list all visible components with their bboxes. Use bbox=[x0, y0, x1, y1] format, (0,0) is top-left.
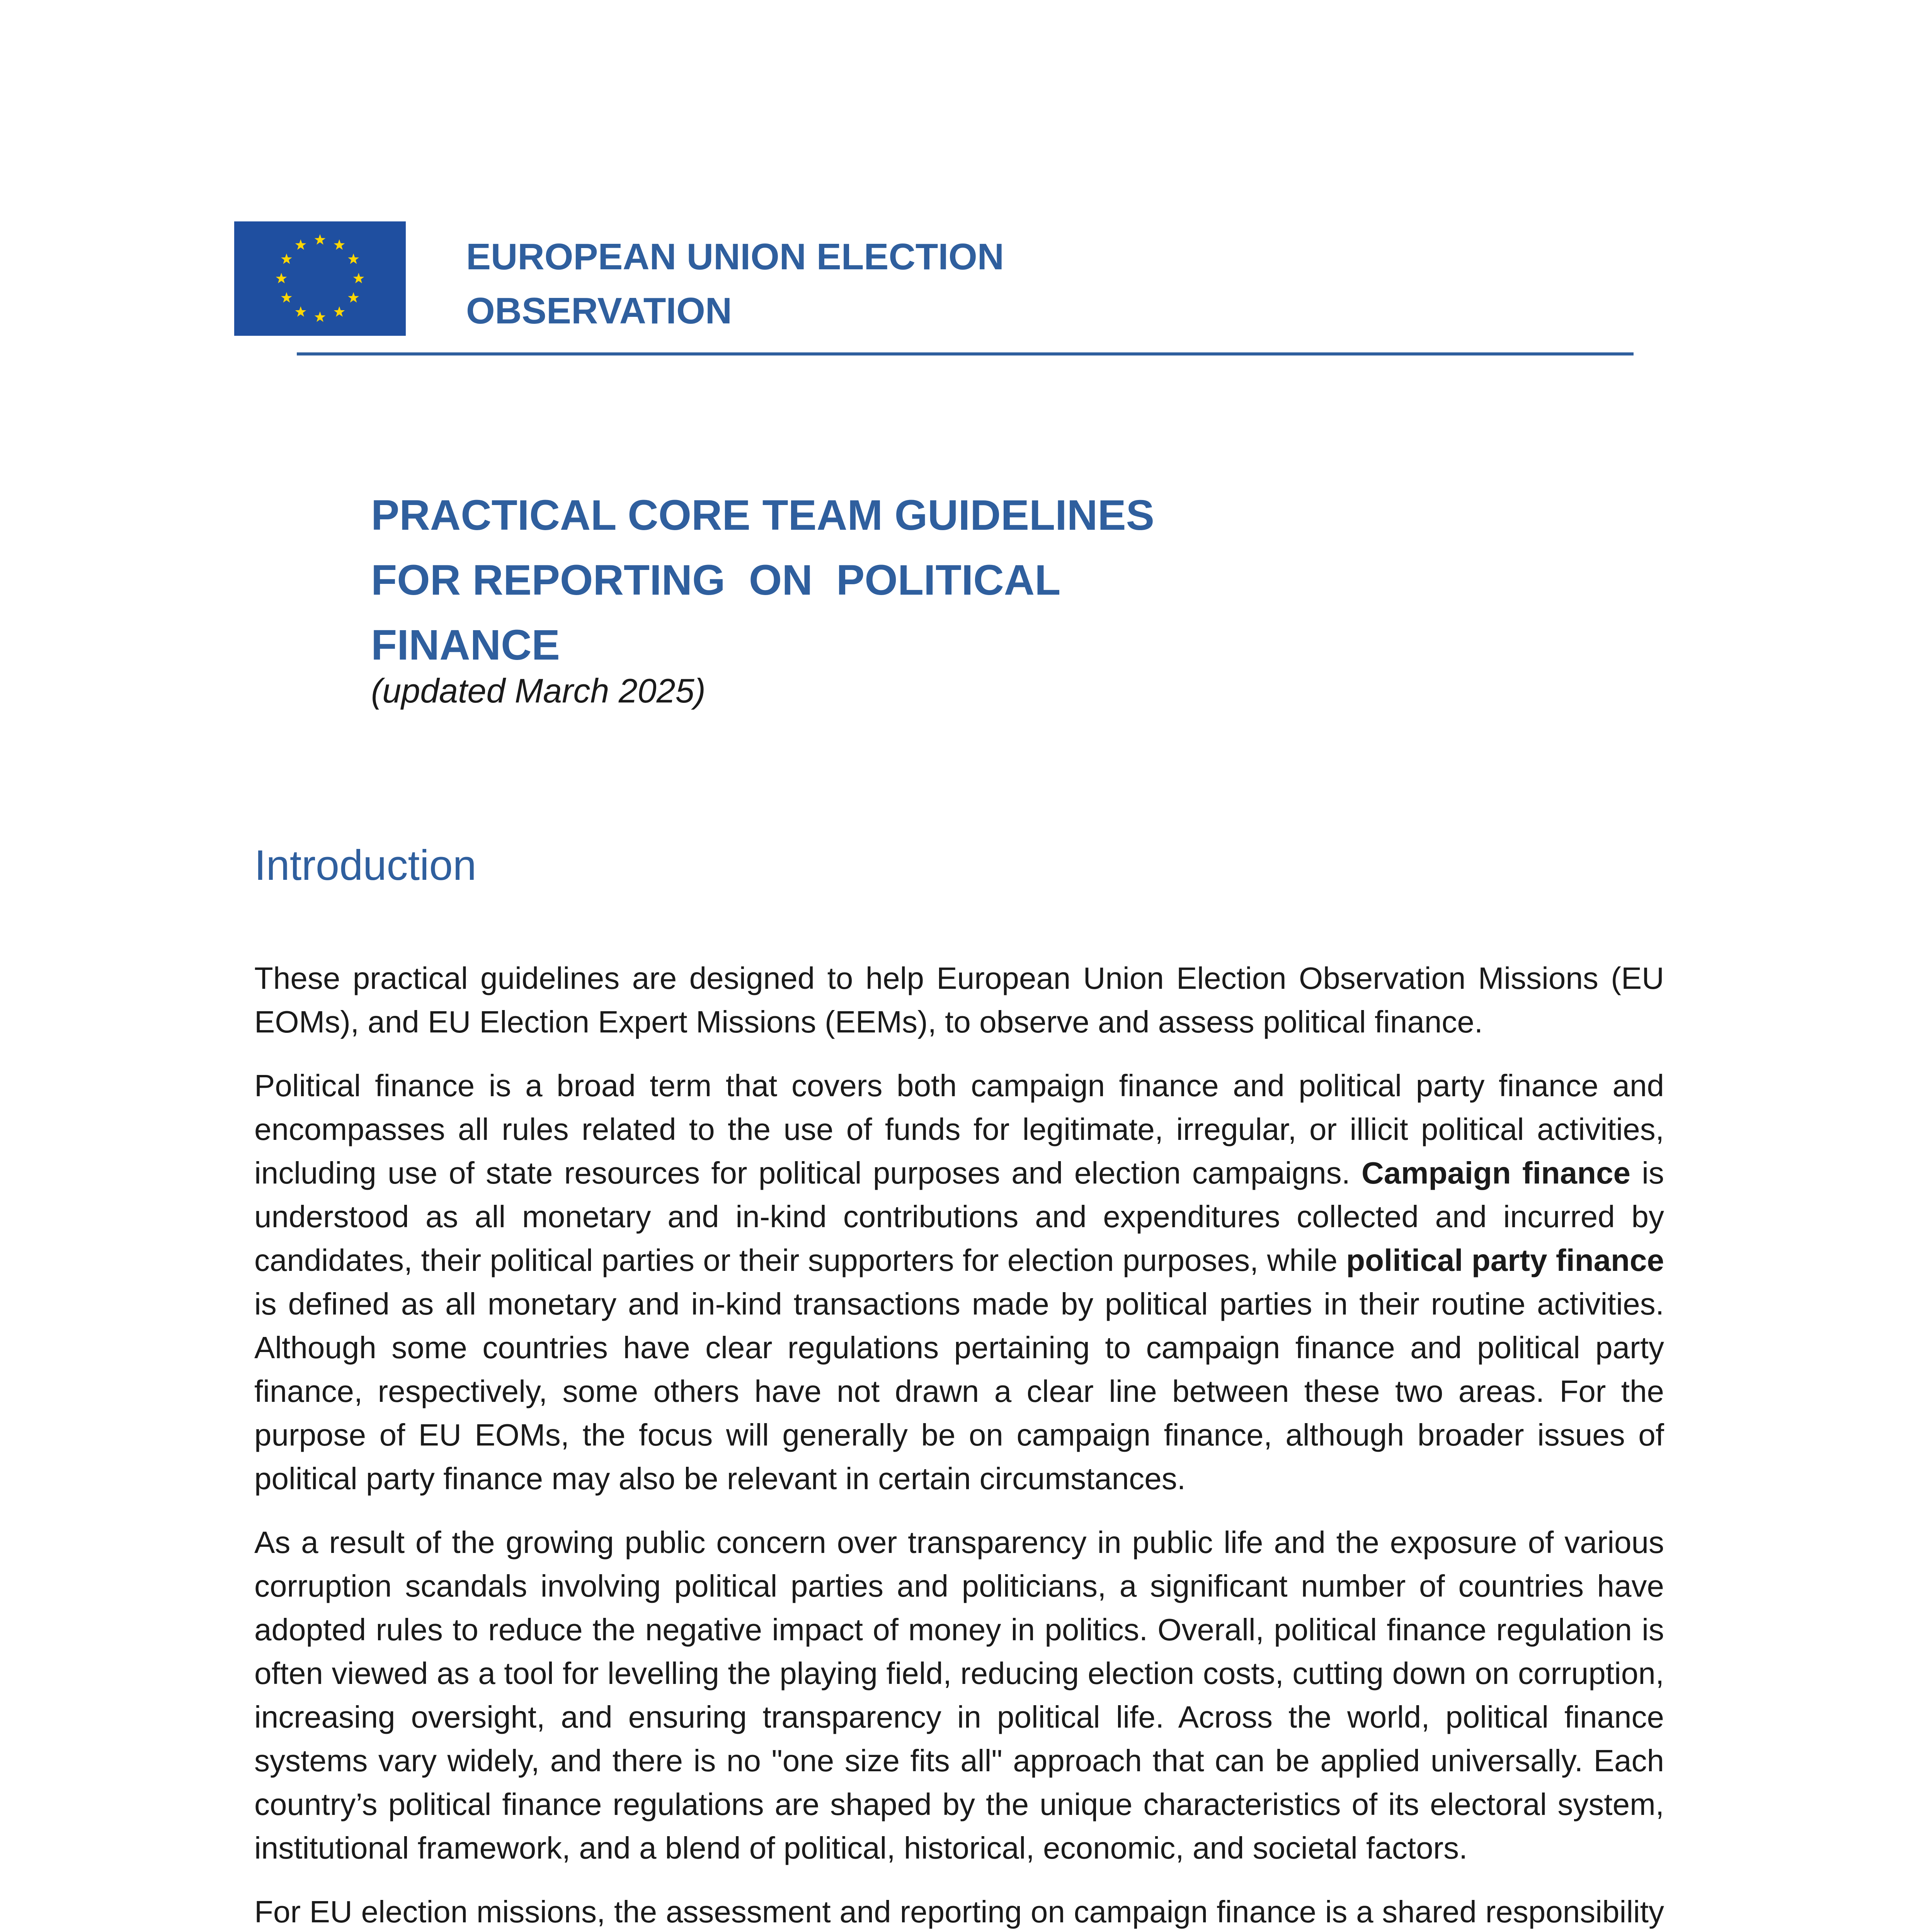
term-campaign-finance: Campaign finance bbox=[1361, 1156, 1631, 1190]
section-heading-introduction: Introduction bbox=[254, 842, 477, 889]
paragraph-2-text-3: is defined as all monetary and in-kind transactions made by political parties in their routine activities. Although some countries have clear regulations pertaining to campaign finance and political party finance, respectively, some others have not drawn a clear line between these two areas. For the purpose of EU EOMs, the focus will generally be on campaign finance, although broader issues of political party finance may also be relevant in certain circumstances. bbox=[254, 1287, 1664, 1496]
header-title-line-1: EUROPEAN UNION ELECTION bbox=[466, 236, 1004, 277]
paragraph-4: For EU election missions, the assessment and reporting on campaign finance is a shared responsibility bbox=[254, 1895, 1664, 1929]
header-title bbox=[466, 230, 1239, 338]
paragraph-2-text-1: Political finance is a broad term that covers both campaign finance and political party finance and encompasses all rules related to the use of funds for legitimate, irregular, or illicit political activities, including use of state resources for political purposes and election campaigns. bbox=[254, 1068, 1664, 1190]
document-title-line-3: FINANCE bbox=[371, 621, 560, 669]
document-title-line-2: FOR REPORTING ON POLITICAL bbox=[371, 556, 1061, 604]
header-title-line-2: OBSERVATION bbox=[466, 290, 732, 332]
eu-flag-icon bbox=[234, 221, 406, 336]
paragraph-1: These practical guidelines are designed to help European Union Election Observation Missions (EU EOMs), and EU Election Expert Missions (EEMs), to observe and assess political finance. bbox=[254, 961, 1664, 1039]
document-title bbox=[371, 483, 1608, 678]
paragraph-2 bbox=[254, 1064, 1664, 1500]
introduction-body bbox=[254, 956, 1664, 1932]
term-political-party-finance: political party finance bbox=[1346, 1243, 1664, 1277]
header-divider bbox=[297, 352, 1634, 355]
document-title-line-1: PRACTICAL CORE TEAM GUIDELINES bbox=[371, 492, 1154, 539]
document-subtitle: (updated March 2025) bbox=[371, 672, 706, 710]
paragraph-2-text-2: is understood as all monetary and in-kind contributions and expenditures collected and incurred by candidates, their political parties or their supporters for election purposes, while bbox=[254, 1156, 1664, 1277]
paragraph-3: As a result of the growing public concern over transparency in public life and the exposure of various corruption scandals involving political parties and politicians, a significant number of countries have adopted rules to reduce the negative impact of money in politics. Overall, political finance regulation is often viewed as a tool for levelling the playing field, reducing election costs, cutting down on corruption, increasing oversight, and ensuring transparency in political life. Across the world, political finance systems vary widely, and there is no "one size fits all" approach that can be applied universally. Each country’s political finance regulations are shaped by the unique characteristics of its electoral system, institutional framework, and a blend of political, historical, economic, and societal factors. bbox=[254, 1525, 1664, 1865]
